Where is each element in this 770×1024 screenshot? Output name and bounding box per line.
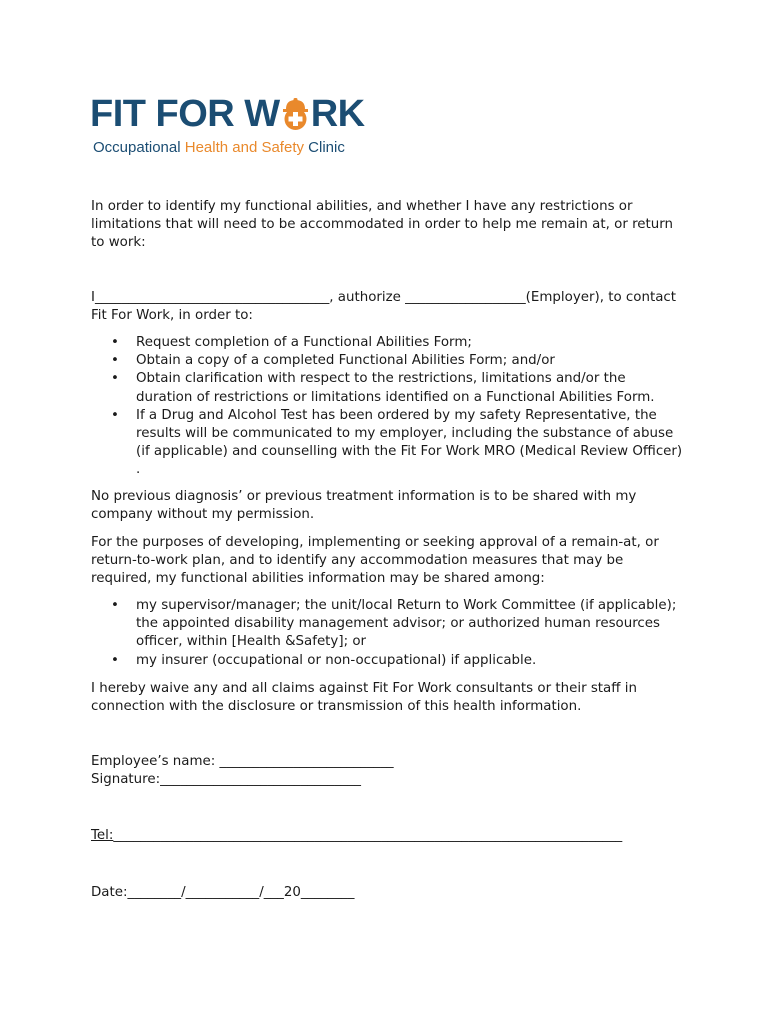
list-item-text: Obtain clarification with respect to the restrictions, limitations and/or the duration of restrictions or limitations identified on a Functional Abilities Form. — [136, 371, 655, 405]
fit-for-work-logo — [90, 93, 365, 160]
list-item — [91, 597, 686, 652]
no-share-paragraph: No previous diagnosis’ or previous treatment information is to be shared with my company without my permission. — [91, 489, 637, 523]
list-item — [91, 352, 686, 370]
tel-field[interactable] — [91, 827, 622, 845]
list-item — [91, 370, 686, 406]
tel-line: ____________________________________________________________________________ — [113, 828, 623, 843]
list-item-text: Obtain a copy of a completed Functional Abilities Form; and/or — [136, 353, 555, 369]
logo-tagline — [93, 139, 345, 157]
bullet-icon: • — [111, 335, 119, 350]
bullet-icon: • — [111, 353, 119, 369]
list-item-text: my supervisor/manager; the unit/local Return to Work Committee (if applicable); the appointed disability management advisor; or authorized human resources officer, within [Health &Safety]; or — [136, 598, 677, 650]
purposes-paragraph: For the purposes of developing, implementing or seeking approval of a remain-at, or return-to-work plan, and to identify any accommodation measures that may be required, my functional abilities information may be shared among: — [91, 535, 659, 587]
bullet-icon: • — [111, 652, 119, 668]
tel-label: Tel: — [91, 828, 114, 843]
authorization-paragraph: I___________________________________, authorize __________________(Employer), to contact Fit For Work, in order to: — [91, 290, 677, 324]
bullet-icon: • — [111, 598, 119, 613]
logo-tagline-part1: Occupational — [93, 139, 185, 156]
list-item — [91, 334, 686, 352]
logo-tagline-part2: Health and Safety — [184, 139, 304, 156]
intro-paragraph: In order to identify my functional abilities, and whether I have any restrictions or limitations that will need to be accommodated in order to help me remain at, or return to work: — [91, 199, 674, 251]
bullet-icon: • — [111, 407, 119, 423]
logo-tagline-part3: Clinic — [303, 139, 345, 156]
list-item — [91, 407, 686, 480]
logo-wordmark — [90, 94, 365, 134]
list-item-text: Request completion of a Functional Abilities Form; — [136, 335, 472, 350]
list-item — [91, 652, 686, 670]
share-list — [91, 597, 686, 670]
bullet-icon: • — [111, 371, 119, 387]
signature-field[interactable]: Signature:______________________________ — [91, 772, 361, 787]
date-field[interactable]: Date:________/___________/___20________ — [91, 885, 355, 900]
logo-wordmark-part1: FIT FOR W — [90, 93, 280, 135]
authorize-list — [91, 334, 686, 480]
logo-wordmark-part2: RK — [310, 93, 365, 135]
list-item-text: my insurer (occupational or non-occupational) if applicable. — [136, 652, 537, 668]
employee-name-field[interactable]: Employee’s name: __________________________ — [91, 754, 394, 769]
hardhat-cross-icon — [280, 94, 311, 134]
list-item-text: If a Drug and Alcohol Test has been ordered by my safety Representative, the results will be communicated to my employer, including the substance of abuse (if applicable) and counselling with the Fit For Work MRO (Medical Review Officer) . — [136, 407, 683, 478]
waiver-paragraph: I hereby waive any and all claims against Fit For Work consultants or their staff in connection with the disclosure or transmission of this health information. — [91, 681, 637, 715]
